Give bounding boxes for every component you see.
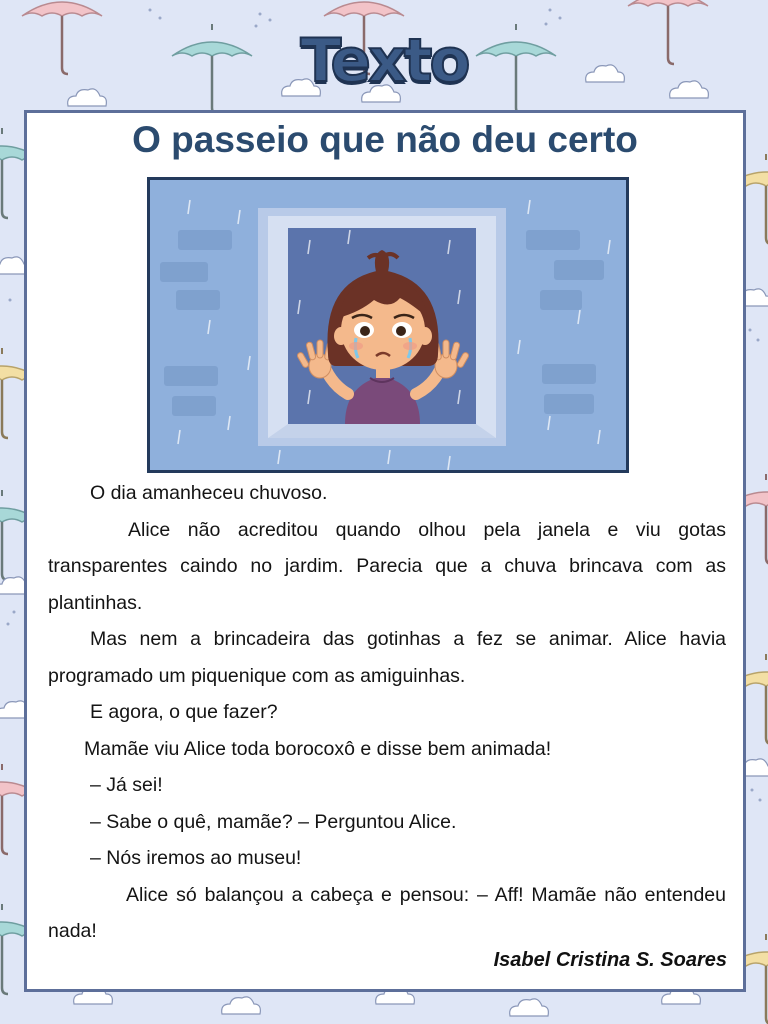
paragraph-8: – Nós iremos ao museu! [90,847,302,869]
header-title: Texto [300,26,468,96]
paragraph-4: E agora, o que fazer? [90,701,278,723]
paragraph-5: Mamãe viu Alice toda borocoxô e disse bem animada! [84,737,552,760]
paragraph-6: – Já sei! [90,774,163,796]
story-title: O passeio que não deu certo [132,119,638,160]
story-text [48,475,726,950]
paragraph-7: – Sabe o quê, mamãe? – Perguntou Alice. [90,810,457,833]
paragraph-2: Alice não acreditou quando olhou pela janela e viu gotas transparentes caindo no jardim. Parecia que a chuva brincava com as plantinhas. [48,518,726,614]
girl-at-rainy-window-illustration [147,177,629,473]
story-card [24,110,746,992]
author-name: Isabel Cristina S. Soares [493,949,727,971]
paragraph-1: O dia amanheceu chuvoso. [90,482,328,504]
paragraph-3: Mas nem a brincadeira das gotinhas a fez se animar. Alice havia programado um piquenique com as amiguinhas. [48,628,726,687]
paragraph-9: Alice só balançou a cabeça e pensou: – Aff! Mamãe não entendeu nada! [48,883,726,942]
